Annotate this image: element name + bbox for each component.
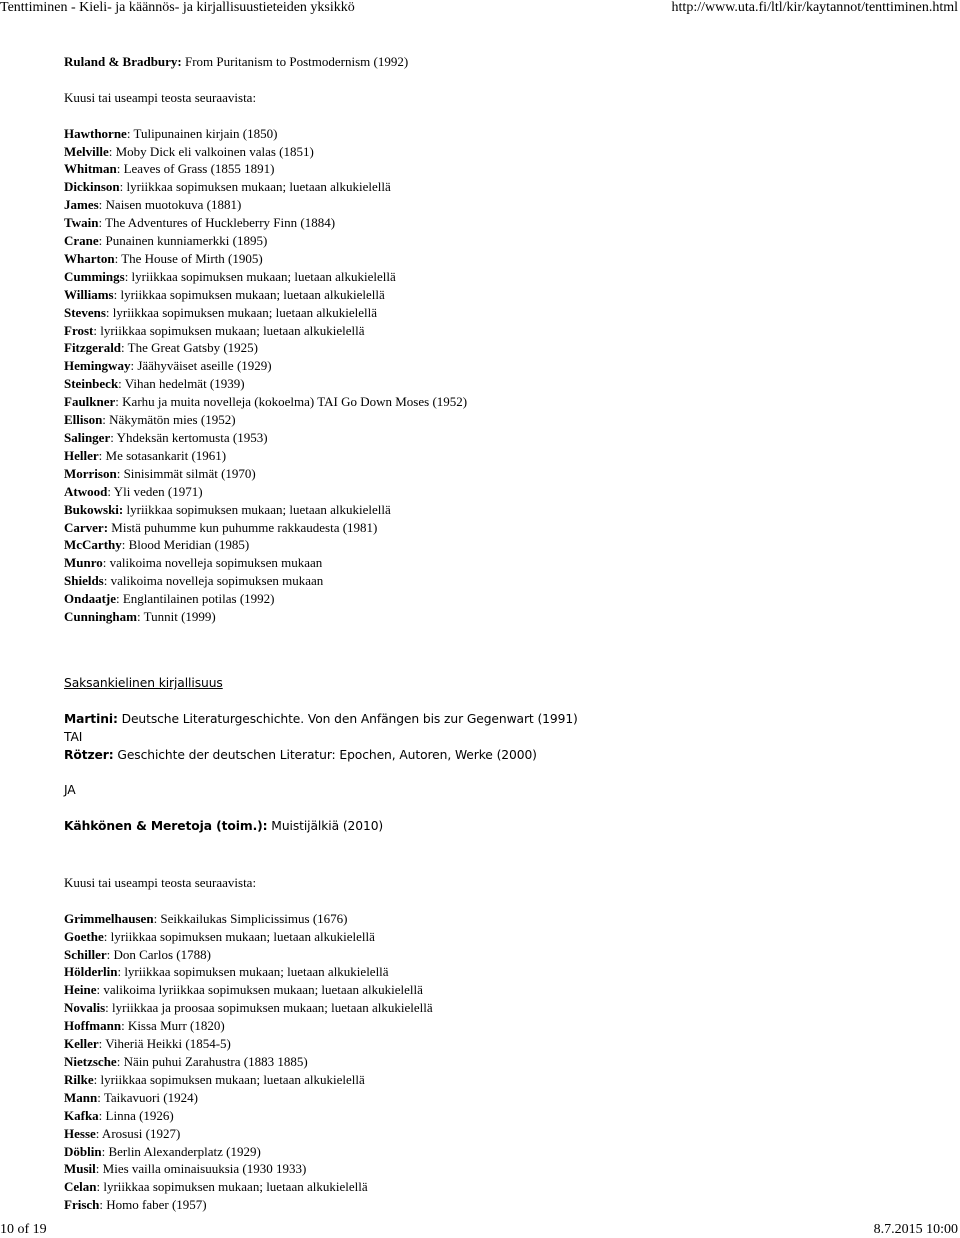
- reading-list-german: [64, 910, 944, 1214]
- list-item: [64, 304, 944, 322]
- work-title: : lyriikkaa ja proosaa sopimuksen mukaan; luetaan alkukielellä: [105, 1000, 433, 1016]
- work-title: : valikoima novelleja sopimuksen mukaan: [103, 573, 324, 589]
- list-item: [64, 178, 944, 196]
- list-item: [64, 1143, 944, 1161]
- list-item: [64, 447, 944, 465]
- page-header-url: http://www.uta.fi/ltl/kir/kaytannot/tenttiminen.html: [671, 0, 958, 15]
- list-item: [64, 322, 944, 340]
- choose-instruction: Kuusi tai useampi teosta seuraavista:: [64, 874, 257, 890]
- author-name: Heller: [64, 447, 99, 463]
- author-name: Williams: [64, 286, 114, 302]
- intro-line: [64, 53, 944, 71]
- list-item: [64, 125, 944, 143]
- author-name: Ellison: [64, 412, 103, 428]
- list-item: [64, 1017, 944, 1035]
- author-name: Faulkner: [64, 394, 116, 410]
- author-name: Rilke: [64, 1071, 94, 1087]
- author-name: Wharton: [64, 250, 115, 266]
- author-name: Steinbeck: [64, 376, 119, 392]
- work-title: : lyriikkaa sopimuksen mukaan; luetaan alkukielellä: [119, 179, 391, 195]
- work-title: : Leaves of Grass (1855 1891): [116, 161, 275, 177]
- choose-instruction: Kuusi tai useampi teosta seuraavista:: [64, 89, 257, 105]
- author-name: Heine: [64, 982, 97, 998]
- author-name: Salinger: [64, 430, 111, 445]
- author-name: Stevens: [64, 304, 106, 320]
- author-name: Schiller: [64, 946, 107, 962]
- work-title: Mistä puhumme kun puhumme rakkaudesta (1981): [108, 519, 378, 535]
- work-title: : Taikavuori (1924): [97, 1089, 198, 1105]
- list-item: [64, 196, 944, 214]
- reading-list-american: [64, 125, 944, 626]
- author-name: Atwood: [64, 483, 108, 499]
- work-title: : Näkymätön mies (1952): [102, 412, 236, 428]
- list-item: [64, 375, 944, 393]
- work-title: : Punainen kunniamerkki (1895): [98, 233, 268, 249]
- list-item: [64, 1125, 944, 1143]
- work-title: : Viheriä Heikki (1854-5): [98, 1036, 231, 1052]
- author-name: Hölderlin: [64, 964, 118, 980]
- author-name: Grimmelhausen: [64, 910, 154, 926]
- author-name: Cunningham: [64, 609, 137, 625]
- option-author: Rötzer:: [64, 747, 114, 762]
- author-name: Ondaatje: [64, 591, 116, 607]
- author-name: Shields: [64, 573, 104, 589]
- work-title: : Seikkailukas Simplicissimus (1676): [153, 910, 348, 926]
- work-title: : The Great Gatsby (1925): [121, 340, 258, 356]
- author-name: Hesse: [64, 1125, 96, 1141]
- and-label: JA: [64, 783, 76, 798]
- author-name: Whitman: [64, 161, 117, 177]
- list-item: [64, 572, 944, 590]
- author-name: Melville: [64, 143, 109, 159]
- list-item: [64, 981, 944, 999]
- work-title: : Mies vailla ominaisuuksia (1930 1933): [95, 1161, 307, 1177]
- print-datetime: 8.7.2015 10:00: [873, 1222, 958, 1237]
- list-item: [64, 268, 944, 286]
- author-name: Keller: [64, 1036, 99, 1052]
- work-title: : The House of Mirth (1905): [114, 250, 263, 266]
- section-german: [64, 675, 944, 836]
- list-item: [64, 519, 944, 537]
- work-title: : Vihan hedelmät (1939): [118, 376, 245, 392]
- work-title: : Karhu ja muita novelleja (kokoelma) TAI Go Down Moses (1952): [115, 394, 468, 410]
- work-title: : Yhdeksän kertomusta (1953): [110, 430, 268, 445]
- work-title: : lyriikkaa sopimuksen mukaan; luetaan alkukielellä: [96, 1179, 368, 1195]
- author-name: James: [64, 197, 99, 213]
- option-work: Geschichte der deutschen Literatur: Epochen, Autoren, Werke (2000): [113, 747, 537, 762]
- work-title: : Kissa Murr (1820): [121, 1018, 225, 1034]
- list-item: [64, 928, 944, 946]
- work-title: : Linna (1926): [98, 1107, 174, 1123]
- list-item: [64, 339, 944, 357]
- list-item: [64, 411, 944, 429]
- list-item: [64, 608, 944, 626]
- author-name: Goethe: [64, 928, 104, 944]
- page-number: 10 of 19: [0, 1222, 47, 1237]
- list-item: [64, 1178, 944, 1196]
- author-name: McCarthy: [64, 537, 122, 553]
- author-name: Cummings: [64, 268, 125, 284]
- author-name: Nietzsche: [64, 1054, 117, 1070]
- list-item: [64, 357, 944, 375]
- list-item: [64, 1089, 944, 1107]
- work-title: : Naisen muotokuva (1881): [98, 197, 242, 213]
- list-item: [64, 590, 944, 608]
- work-title: : Arosusi (1927): [95, 1125, 181, 1141]
- author-name: Munro: [64, 555, 103, 571]
- author-name: Mann: [64, 1089, 98, 1105]
- work-title: : lyriikkaa sopimuksen mukaan; luetaan alkukielellä: [113, 286, 385, 302]
- option-rotzer: [64, 747, 944, 765]
- option-work: Deutsche Literaturgeschichte. Von den Anfängen bis zur Gegenwart (1991): [117, 711, 578, 726]
- work-title: : Sinisimmät silmät (1970): [116, 465, 256, 481]
- list-item: [64, 946, 944, 964]
- list-item: [64, 1160, 944, 1178]
- work-title: : Yli veden (1971): [107, 483, 203, 499]
- option-kahkonen: [64, 818, 944, 836]
- list-item: [64, 160, 944, 178]
- work-title: : lyriikkaa sopimuksen mukaan; luetaan alkukielellä: [93, 322, 365, 338]
- list-item: [64, 250, 944, 268]
- option-author: Martini:: [64, 711, 118, 726]
- list-item: [64, 554, 944, 572]
- list-item: [64, 143, 944, 161]
- list-item: [64, 1107, 944, 1125]
- work-title: : Englantilainen potilas (1992): [116, 591, 275, 607]
- page-header-title: Tenttiminen - Kieli- ja käännös- ja kirjallisuustieteiden yksikkö: [0, 0, 355, 15]
- author-name: Fitzgerald: [64, 340, 122, 356]
- option-work: Muistijälkiä (2010): [267, 819, 384, 834]
- author-name: Hoffmann: [64, 1018, 122, 1034]
- list-item: [64, 232, 944, 250]
- author-name: Carver:: [64, 519, 109, 535]
- work-title: : Berlin Alexanderplatz (1929): [101, 1143, 261, 1159]
- list-item: [64, 393, 944, 411]
- work-title: : Blood Meridian (1985): [121, 537, 250, 553]
- list-item: [64, 1035, 944, 1053]
- work-title: : valikoima lyriikkaa sopimuksen mukaan; luetaan alkukielellä: [96, 982, 423, 998]
- work-title: : lyriikkaa sopimuksen mukaan; luetaan alkukielellä: [124, 268, 396, 284]
- work-title: : Jäähyväiset aseille (1929): [130, 358, 272, 374]
- author-name: Frisch: [64, 1197, 100, 1213]
- work-title: : valikoima novelleja sopimuksen mukaan: [102, 555, 323, 571]
- section-heading[interactable]: Saksankielinen kirjallisuus: [64, 675, 223, 690]
- list-item: [64, 483, 944, 501]
- work-title: lyriikkaa sopimuksen mukaan; luetaan alkukielellä: [123, 501, 391, 517]
- author-name: Crane: [64, 233, 99, 249]
- author-name: Döblin: [64, 1143, 102, 1159]
- list-item: [64, 214, 944, 232]
- list-item: [64, 429, 944, 447]
- author-name: Morrison: [64, 465, 117, 481]
- or-label: TAI: [64, 729, 83, 744]
- document-content: [64, 53, 944, 1214]
- author-name: Hemingway: [64, 358, 131, 374]
- work-title: : Tulipunainen kirjain (1850): [126, 125, 278, 141]
- option-martini: [64, 711, 944, 729]
- work-title: : lyriikkaa sopimuksen mukaan; luetaan alkukielellä: [117, 964, 389, 980]
- list-item: [64, 501, 944, 519]
- work-title: : lyriikkaa sopimuksen mukaan; luetaan alkukielellä: [103, 928, 375, 944]
- author-name: Celan: [64, 1179, 97, 1195]
- work-title: : Homo faber (1957): [99, 1197, 207, 1213]
- work-title: : Moby Dick eli valkoinen valas (1851): [108, 143, 314, 159]
- author-name: Twain: [64, 215, 99, 231]
- work-title: : Don Carlos (1788): [106, 946, 211, 962]
- list-item: [64, 465, 944, 483]
- work-title: : Näin puhui Zarahustra (1883 1885): [116, 1054, 308, 1070]
- option-author: Kähkönen & Meretoja (toim.):: [64, 819, 268, 834]
- list-item: [64, 963, 944, 981]
- list-item: [64, 286, 944, 304]
- author-name: Hawthorne: [64, 125, 127, 141]
- list-item: [64, 1053, 944, 1071]
- author-name: Kafka: [64, 1107, 99, 1123]
- work-title: : lyriikkaa sopimuksen mukaan; luetaan alkukielellä: [93, 1071, 365, 1087]
- work-title: : lyriikkaa sopimuksen mukaan; luetaan alkukielellä: [105, 304, 378, 320]
- author-name: Dickinson: [64, 179, 120, 195]
- author-name: Frost: [64, 322, 94, 338]
- work-title: : Me sotasankarit (1961): [98, 447, 227, 463]
- intro-work: From Puritanism to Postmodernism (1992): [181, 54, 409, 69]
- list-item: [64, 536, 944, 554]
- author-name: Musil: [64, 1161, 96, 1177]
- list-item: [64, 1196, 944, 1214]
- list-item: [64, 1071, 944, 1089]
- author-name: Bukowski:: [64, 501, 124, 517]
- author-name: Novalis: [64, 1000, 106, 1016]
- intro-author: Ruland & Bradbury:: [64, 54, 182, 69]
- list-item: [64, 999, 944, 1017]
- list-item: [64, 910, 944, 928]
- work-title: : Tunnit (1999): [136, 609, 216, 625]
- work-title: : The Adventures of Huckleberry Finn (1884): [98, 215, 336, 231]
